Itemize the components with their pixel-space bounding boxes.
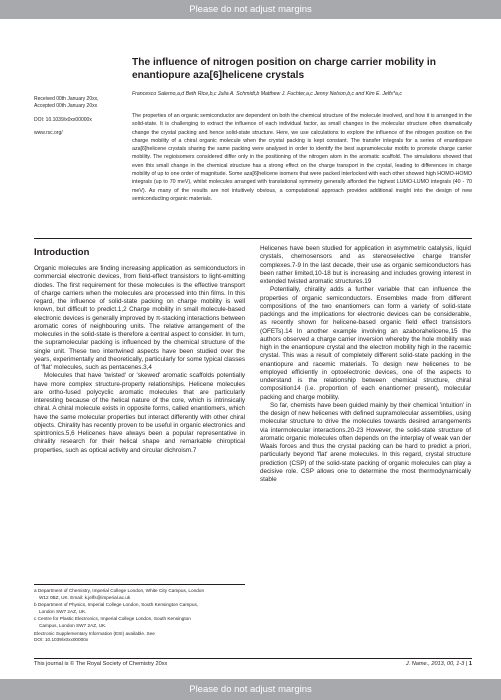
- abstract: The properties of an organic semiconductor are dependent on both the chemical structure of the molecule involved, and how it is arranged in the solid-state. It is challenging to extract the influence of each individual factor, as small changes in the molecular structure often dramatically change the crystal packing and hence solid-state structure. Here, we use calculations to explore the influence of the nitrogen position on the charge mobility of a chiral organic molecule when the crystal packing is kept constant. The transfer integrals for a series of enantiopure aza[6]helicene crystals sharing the same packing were analysed in order to identify the best supramolecular motifs to promote charge carrier mobility. The regioisomers considered differ only in the positioning of the nitrogen atom in the aromatic scaffold. The simulations showed that even this small change in the chemical structure has a strong effect on the charge transport in the crystal, leading to differences in charge mobility of up to one order of magnitude. Some aza[6]helicene isomers that were packed interlocked with each other showed high HOMO-HOMO integrals (up to 70 meV), whilst molecules arranged with translational symmetry generally afforded the highest LUMO-LUMO integrals (40 - 70 meV). As many of the results are not intuitively obvious, a computational approach provides additional insight into the design of new semiconducting organic materials.: [132, 113, 472, 202]
- top-margin-banner: Please do not adjust margins: [0, 0, 501, 19]
- footnote-affiliation-c: c Centre for Plastic Electronics, Imperial College London, South Kensington Campus, London SW7 2AZ, UK.: [34, 616, 191, 628]
- body-paragraph: Organic molecules are finding increasing application as semiconductors in commercial electronic devices, from field-effect transistors to light-emitting diodes. The first requirement for these molecules is the effective transport of charge carriers when the molecules are processed into thin films. In this regard, the influence of solid-state packing on charge mobility is well known, but difficult to predict.1,2 Charge mobility in small molecule-based electronic devices is generally improved by π-stacking interactions between aromatic cores of neighbouring units. The relative arrangement of the molecules in the solid-state is therefore a central aspect to consider. In turn, the supramolecular packing is influenced by the chemical structure of the single unit. These two intertwined aspects have been studied over the years, experimentally and theoretically, particularly for some typical classes of 'flat' molecules, such as pentacenes.3,4: [34, 265, 245, 371]
- journal-year-volume: , 2013, 00, 1-3 |: [428, 661, 468, 667]
- received-dates: [34, 96, 98, 110]
- footnote-affiliation-b: b Department of Physics, Imperial College London, South Kensington Campus, London SW7 2AZ, UK.: [34, 602, 199, 614]
- paper-title: The influence of nitrogen position on charge carrier mobility in enantiopure aza[6]helicene crystals: [132, 57, 436, 81]
- right-column: [260, 245, 471, 484]
- doi: DOI: 10.1039/x0xx00000x: [34, 117, 92, 123]
- body-paragraph: Helicenes have been studied for application in asymmetric catalysis, liquid crystals, chemosensors and as stereoselective charge transfer complexes.7-9 In the last decade, their use as organic semiconductors has been rather limited,10-18 but is increasing and includes growing interest in extended twisted aromatic structures.19: [260, 245, 471, 285]
- received-date: Received 00th January 20xx,: [34, 96, 99, 102]
- abstract-divider: [34, 238, 472, 239]
- body-paragraph: Molecules that have 'twisted' or 'skewed' aromatic scaffolds potentially have more complex structure-property relationships. Helicene molecules are ortho-fused polycyclic aromatic molecules that are particularly interesting because of the helical nature of the core, which is intrinsically chiral. A chiral molecule exists in opposite forms, called enantiomers, which have the same molecular properties but interact differently with other chiral objects. Chirality has recently proven to be useful in organic electronics and spintronics.5,6 Helicenes have always been a popular representative in chirality research for their helical shape and remarkable chiroptical properties, such as optical activity and circular dichroism.7: [34, 372, 245, 454]
- footer-divider: [34, 658, 472, 659]
- footnotes: [34, 588, 245, 645]
- author-list: Francesco Salerno,a,d Beth Rice,b,c Julia A. Schmidt,b Matthew J. Fuchter,a,c Jenny Nelson,b,c and Kim E. Jelfs*a,c: [132, 91, 402, 97]
- website-link[interactable]: www.rsc.org/: [34, 130, 63, 136]
- footnote-affiliation-a: a Department of Chemistry, Imperial College London, White City Campus, London W12 0BZ, UK. Email: k.jelfs@imperial.ac.uk: [34, 588, 205, 600]
- left-column: [34, 245, 245, 455]
- page-footer: [406, 661, 472, 667]
- footnote-esi: Electronic Supplementary Information (ESI) available. See DOI: 10.1039/x0xx00000x: [34, 630, 155, 643]
- body-paragraph: Potentially, chirality adds a further variable that can influence the properties of organic semiconductors. Ensembles made from different compositions of the two enantiomers can form a variety of solid-state packings and the implications for electronic devices can be considerable, as recently shown for helicene-based organic field effect transistors (OFETs).14 In another example involving an azaborahelicene,15 the authors observed a charge carrier inversion whereby the hole mobility was high in the enantiopure crystal and the electron mobility high in the racemic crystal. This was a result of completely different solid-state packing in the enantiopure and racemic materials. To design new helicenes to be employed efficiently in optoelectronic devices, one of the aspects to understand is the relationship between chemical structure, chiral composition14 (i.e. proportion of each enantiomer present), molecular packing and charge mobility.: [260, 286, 471, 401]
- page-number: 1: [468, 661, 472, 667]
- journal-name: J. Name.: [405, 661, 429, 667]
- introduction-heading: Introduction: [34, 247, 90, 258]
- copyright-footer: This journal is © The Royal Society of Chemistry 20xx: [34, 661, 168, 667]
- footnote-divider: [34, 584, 245, 585]
- body-paragraph: So far, chemists have been guided mainly by their chemical 'intuition' in the design of new helicenes with defined supramolecular assemblies, using molecular structure to drive the molecules towards desired arrangements via intermolecular interactions.20-23 However, the solid-state structure of aromatic organic molecules often depends on the interplay of weak van der Waals forces and thus the crystal packing can be hard to predict a priori, particularly beyond 'flat' arene molecules. In this regard, crystal structure prediction (CSP) of the solid-state packing of organic molecules can play a decisive role. CSP allows one to determine the most thermodynamically stable: [260, 401, 471, 483]
- bottom-margin-banner: Please do not adjust margins: [0, 679, 501, 700]
- accepted-date: Accepted 00th January 20xx: [34, 103, 98, 109]
